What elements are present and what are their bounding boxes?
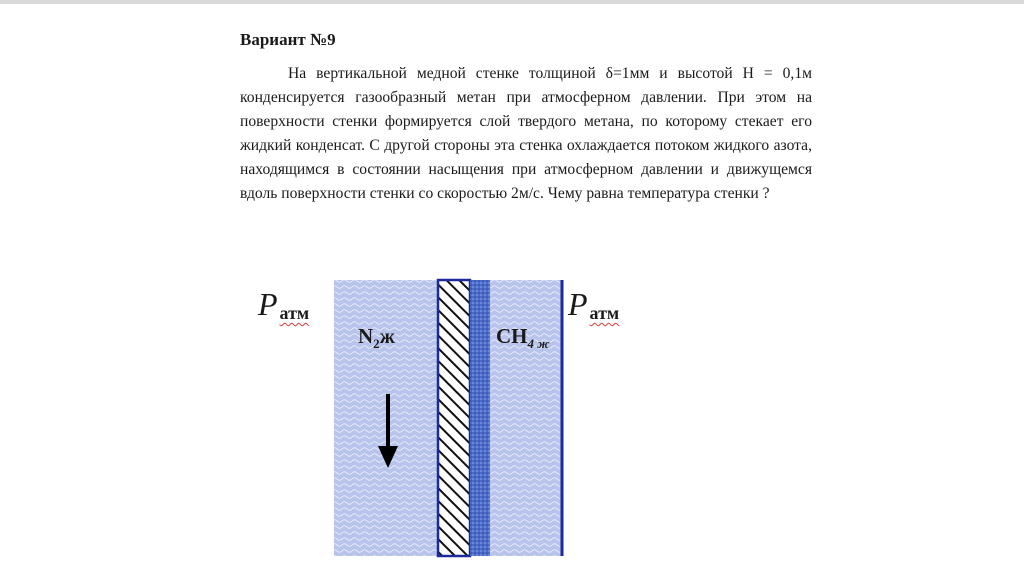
pressure-label-left: P $_{атм}$ bbox=[258, 286, 310, 323]
pressure-label-right: P $_{атм}$ bbox=[568, 286, 620, 323]
problem-text: На вертикальной медной стенке толщиной δ=1мм и высотой H = 0,1м конденсируется газообразный метан при атмосферном давлении. При этом на поверхности стенки формируется слой твердого метана, по которому стекает его жидкий конденсат. С другой стороны эта стенка охлаждается потоком жидкого азота, находящимся в состоянии насыщения при атмосферном давлении и движущемся вдоль поверхности стенки со скоростью 2м/с. Чему равна температура стенки ? bbox=[240, 65, 812, 202]
methane-label: $CH_{4 ж}$ bbox=[496, 324, 550, 352]
solid-methane-layer bbox=[470, 280, 490, 556]
variant-title: Вариант №9 bbox=[240, 30, 336, 49]
wall-diagram bbox=[252, 278, 632, 558]
slide-top-border bbox=[0, 0, 1024, 4]
nitrogen-label: $N_2ж$ bbox=[358, 324, 395, 352]
